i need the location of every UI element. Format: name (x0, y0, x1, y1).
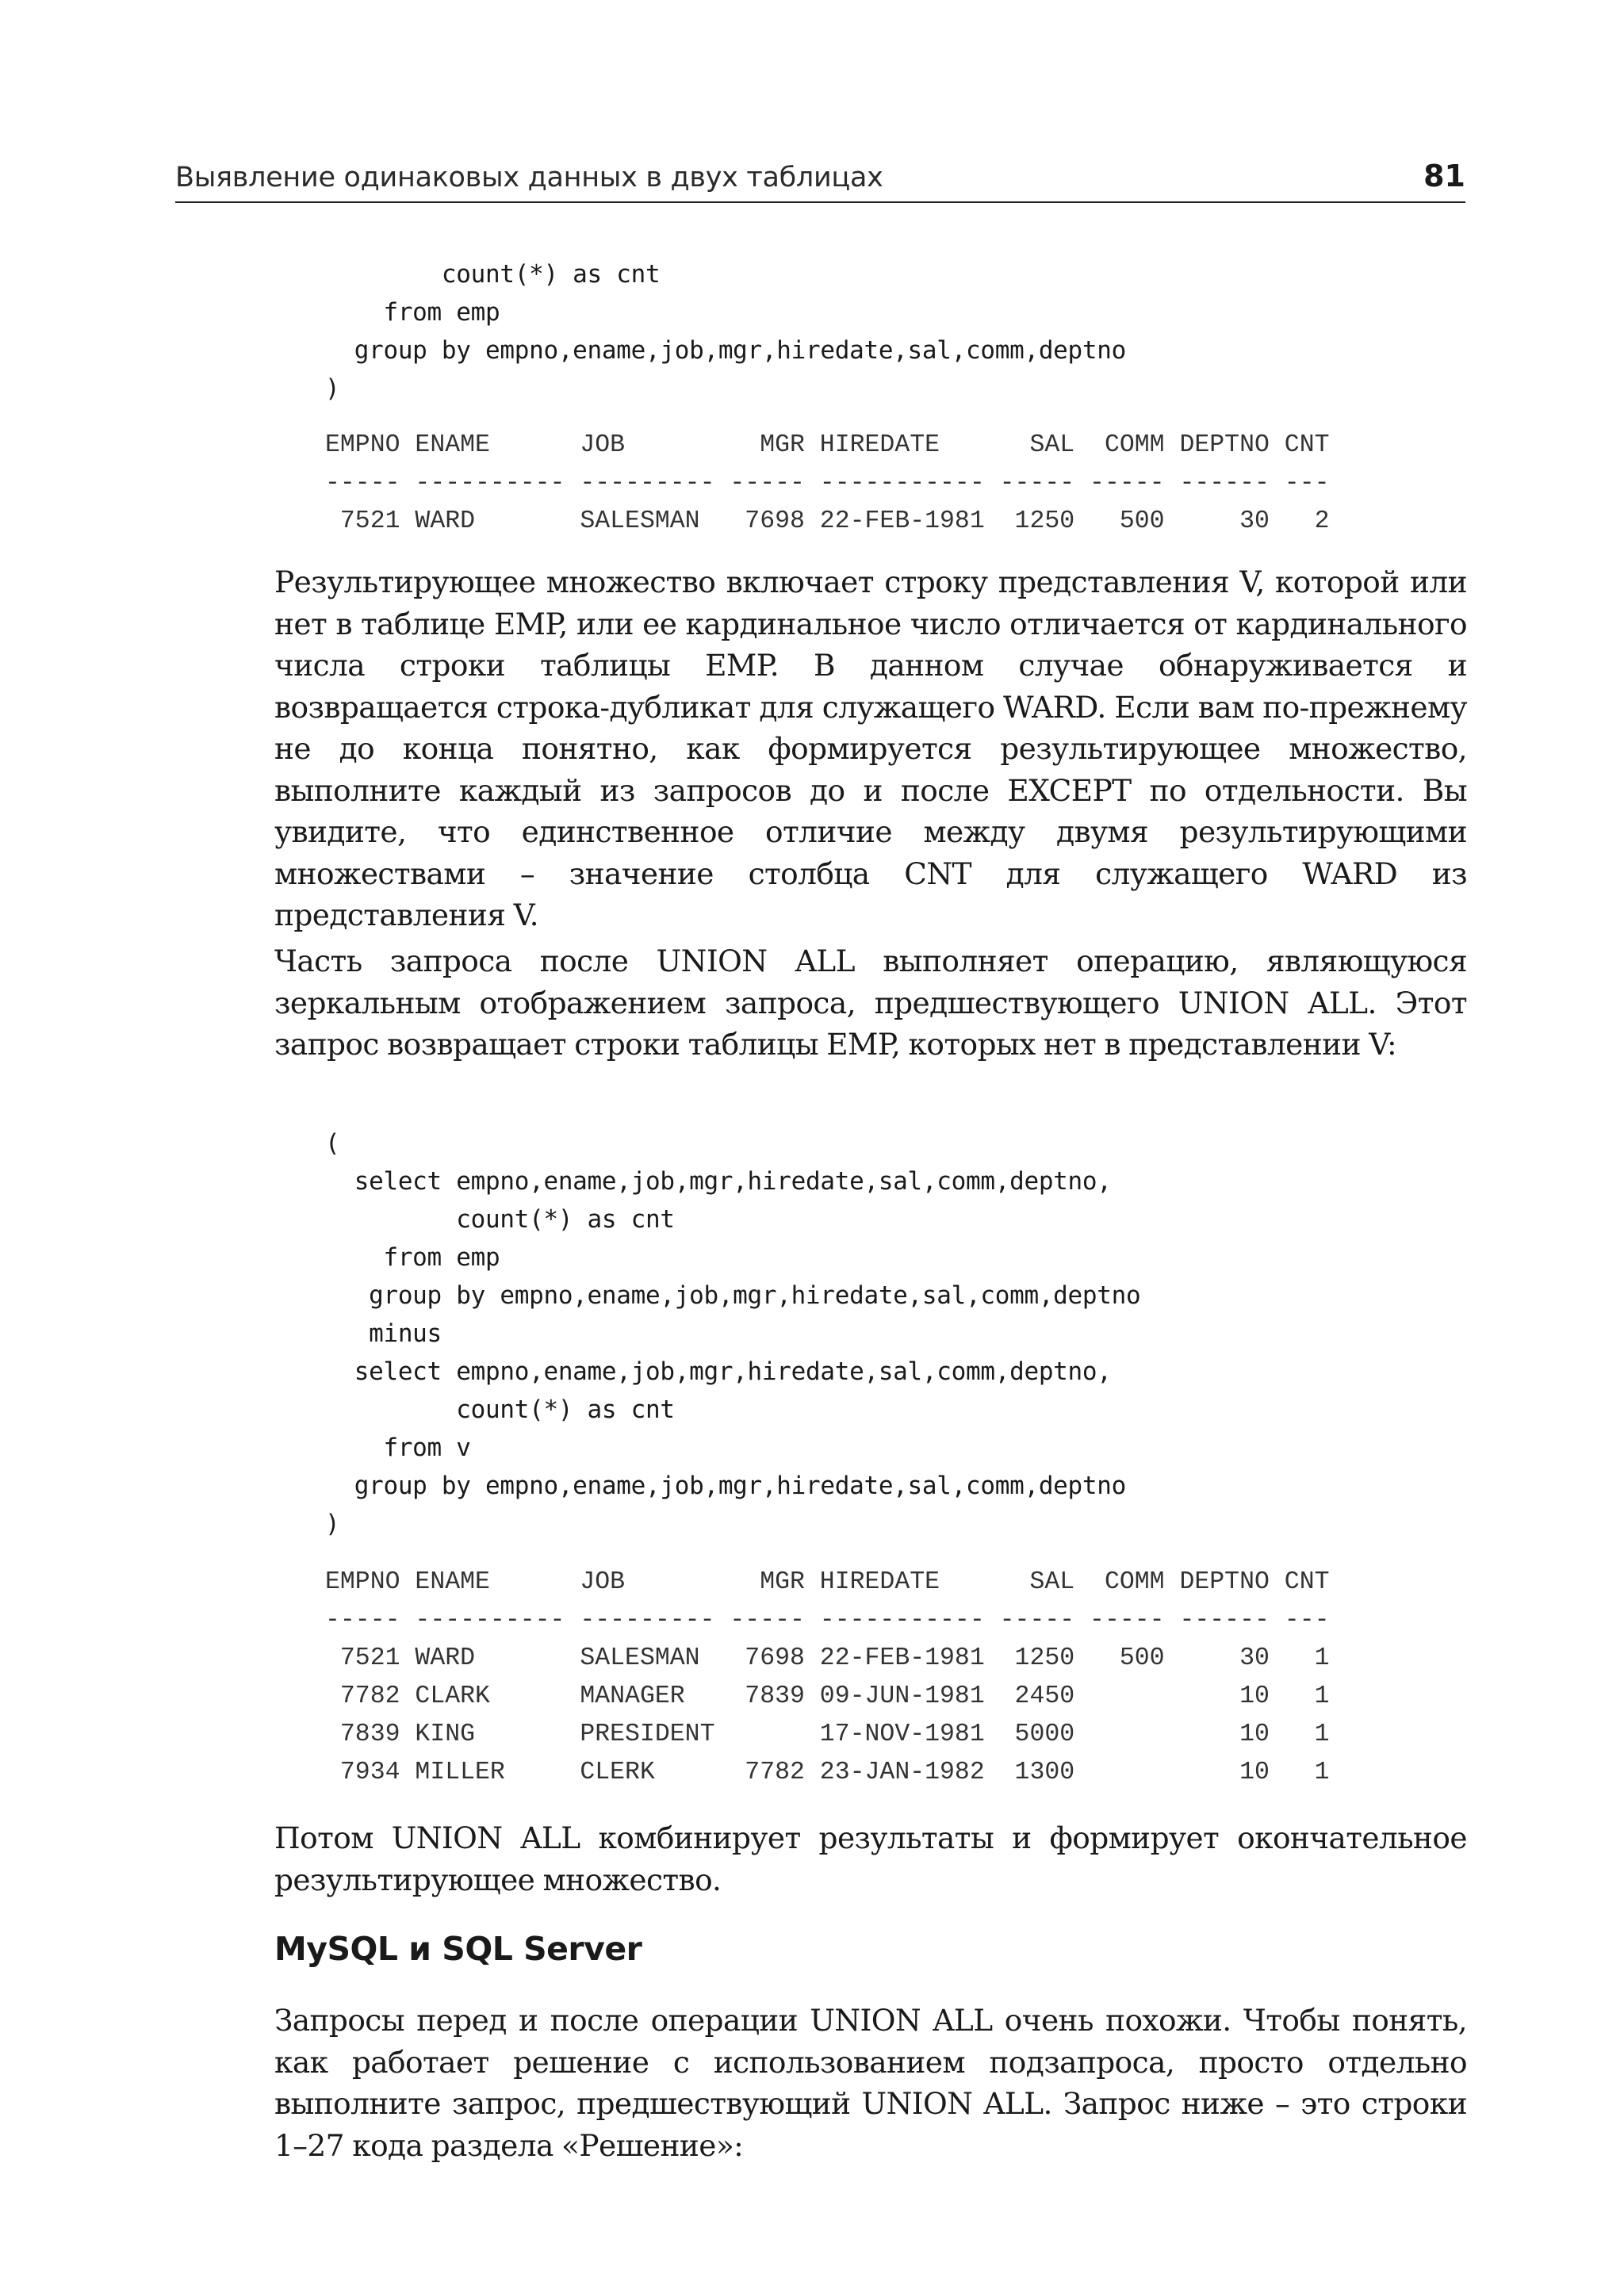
result-table-1: EMPNO ENAME JOB MGR HIREDATE SAL COMM DEPTNO CNT ----- ---------- --------- ----- ----------- ----- ----- ------ --- 7521 WARD SALESMAN 7698 22-FEB-1981 1250 500 30 2 (325, 431, 1330, 535)
paragraph-result-explanation: Результирующее множество включает строку представления V, которой или нет в таблице EMP, или ее кардинальное число отличается от кардинального числа строки таблицы EMP. В данном случае обнаруживается и возвращается строка-дубликат для служащего WARD. Если вам по-прежнему не до конца понятно, как формируется результирующее множество, выполните каждый из запросов до и после EXCEPT по отдельности. Вы увидите, что единственное отличие между двумя результирующими множествами – значение столбца CNT для служащего WARD из представления V. (274, 565, 1467, 932)
paragraph-union-all-combine: Потом UNION ALL комбинирует результаты и формирует окончательное результирующее множество. (274, 1820, 1467, 1897)
running-title: Выявление одинаковых данных в двух таблицах (175, 162, 883, 193)
page-number: 81 (1423, 159, 1465, 193)
code-block-minus-query: ( select empno,ename,job,mgr,hiredate,sal,comm,deptno, count(*) as cnt from emp group by empno,ename,job,mgr,hiredate,sal,comm,deptno minus select empno,ename,job,mgr,hiredate,sal,comm,deptno, count(*) as cnt from v group by empno,ename,job,mgr,hiredate,sal,comm,deptno ) (325, 1129, 1141, 1538)
page-header (175, 149, 1465, 203)
paragraph-mysql-sqlserver: Запросы перед и после операции UNION ALL очень похожи. Чтобы понять, как работает решение с использованием подзапроса, просто отдельно выполните запрос, предшествующий UNION ALL. Запрос ниже – это строки 1–27 кода раздела «Решение»: (274, 2003, 1467, 2163)
code-block-query-tail: count(*) as cnt from emp group by empno,ename,job,mgr,hiredate,sal,comm,deptno ) (325, 260, 1126, 403)
section-heading: MySQL и SQL Server (274, 1930, 642, 1968)
result-table-2: EMPNO ENAME JOB MGR HIREDATE SAL COMM DEPTNO CNT ----- ---------- --------- ----- ----------- ----- ----- ------ --- 7521 WARD SALESMAN 7698 22-FEB-1981 1250 500 30 1 7782 CLARK MANAGER 7839 09-JUN-1981 2450 10 1 7839 KING PRESIDENT 17-NOV-1981 5000 10 1 7934 MILLER CLERK 7782 23-JAN-1982 1300 10 1 (325, 1568, 1330, 1786)
paragraph-union-all: Часть запроса после UNION ALL выполняет операцию, являющуюся зеркальным отображением запроса, предшествующего UNION ALL. Этот запрос возвращает строки таблицы EMP, которых нет в представлении V: (274, 944, 1467, 1062)
